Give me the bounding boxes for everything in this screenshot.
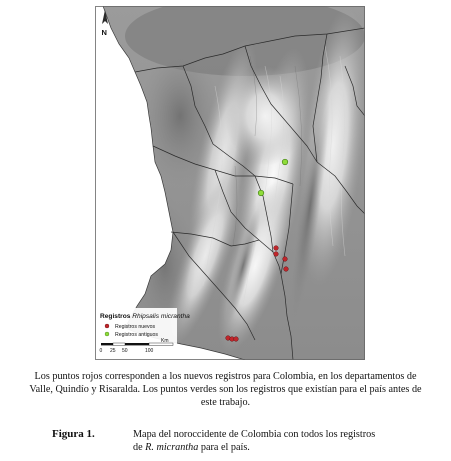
new-record-point [274, 246, 279, 251]
legend-title: Registros Rhipsalis micrantha [100, 313, 190, 320]
new-record-point [234, 337, 239, 342]
figure-caption-line-2 [133, 442, 250, 453]
scale-unit: Km [161, 338, 169, 344]
old-record-point [282, 159, 288, 165]
old-record-point [258, 190, 264, 196]
figure-caption-line-1: Mapa del noroccidente de Colombia con todos los registros [133, 429, 376, 440]
caption-line-1: Los puntos rojos corresponden a los nuevos registros para Colombia, en los departamentos de [34, 371, 417, 382]
scale-tick-25: 25 [110, 348, 116, 354]
figure-caption-species: R. micrantha [145, 442, 199, 453]
new-record-point [274, 252, 279, 257]
figure-caption-prefix: de [133, 442, 146, 453]
map [95, 6, 365, 360]
legend-new-marker [105, 324, 109, 328]
new-record-point [284, 267, 289, 272]
north-label: N [101, 28, 107, 37]
scale-tick-50: 50 [122, 348, 128, 354]
figure-caption-suffix: para el país. [198, 442, 250, 453]
map-legend [97, 308, 190, 358]
caption-line-2: Valle, Quindío y Risaralda. Los puntos verdes son los registros que existían para el país antes de [29, 384, 422, 395]
scale-tick-100: 100 [145, 348, 154, 354]
scale-tick-0: 0 [99, 348, 103, 354]
legend-old-label: Registros antiguos [115, 332, 158, 338]
new-record-point [283, 257, 288, 262]
caption-line-3: este trabajo. [200, 397, 251, 408]
figure-label: Figura 1. [52, 428, 95, 440]
legend-old-marker [105, 332, 109, 336]
legend-new-label: Registros nuevos [115, 324, 156, 330]
